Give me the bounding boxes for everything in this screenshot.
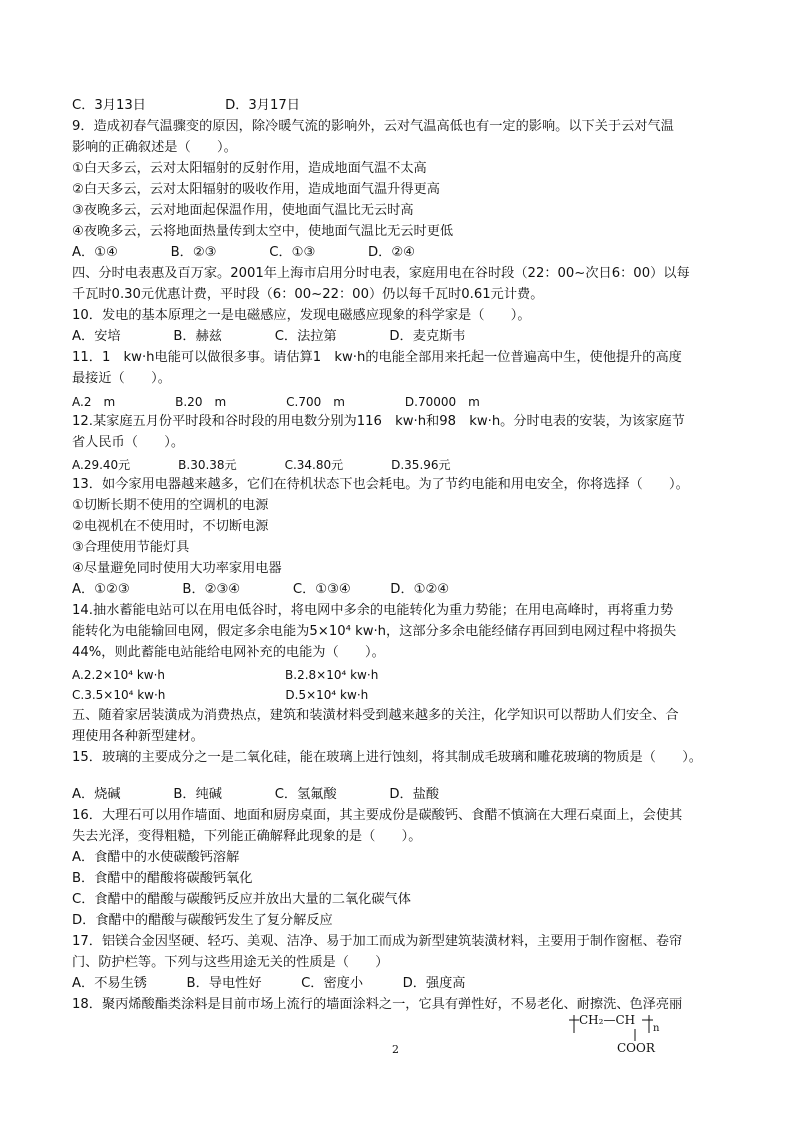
q9-stem-2: 影响的正确叙述是（ ）。 [72, 140, 237, 155]
section-5-intro-2: 理使用各种新型建材。 [72, 729, 204, 744]
q12-stem-1: 12.某家庭五月份平时段和谷时段的用电数分别为116 kw·h和98 kw·h。分时电表的安装，为该家庭节 [72, 414, 685, 429]
q10-stem: 10．发电的基本原理之一是电磁感应，发现电磁感应现象的科学家是（ ）。 [72, 308, 531, 323]
q14-options-cd: C.3.5×10⁴ kw·h D.5×10⁴ kw·h [72, 688, 369, 702]
section-4-intro-1: 四、分时电表惠及百万家。2001年上海市启用分时电表，家庭用电在谷时段（22：00~次日6：00）以每 [72, 266, 690, 281]
q13-statement-1: ①切断长期不使用的空调机的电源 [72, 498, 269, 513]
section-5-intro-1: 五、随着家居装潢成为消费热点，建筑和装潢材料受到越来越多的关注，化学知识可以帮助人们安全、合 [72, 708, 679, 723]
q12-stem-2: 省人民币（ ）。 [72, 435, 185, 450]
q13-stem: 13．如今家用电器越来越多，它们在待机状态下也会耗电。为了节约电能和用电安全，你将选择（ ）。 [72, 477, 689, 492]
q9-options: A．①④ B．②③ C．①③ D．②④ [72, 245, 416, 260]
q17-stem-1: 17．铝镁合金因坚硬、轻巧、美观、洁净、易于加工而成为新型建筑装潢材料，主要用于制作窗框、卷帘 [72, 934, 683, 949]
q9-statement-3: ③夜晚多云，云对地面起保温作用，使地面气温比无云时高 [72, 203, 414, 218]
q11-stem-1: 11．1 kw·h电能可以做很多事。请估算1 kw·h的电能全部用来托起一位普遍高中生，使他提升的高度 [72, 350, 682, 365]
q13-statement-2: ②电视机在不使用时，不切断电源 [72, 519, 269, 534]
q15-stem: 15．玻璃的主要成分之一是二氧化硅，能在玻璃上进行蚀刻，将其制成毛玻璃和雕花玻璃的物质是（ ）。 [72, 750, 702, 765]
q16-stem-2: 失去光泽，变得粗糙，下列能正确解释此现象的是（ ）。 [72, 829, 422, 844]
q16-option-d: D．食醋中的醋酸与碳酸钙发生了复分解反应 [72, 913, 333, 928]
q15-options: A．烧碱 B．纯碱 C．氢氟酸 D．盐酸 [72, 787, 440, 802]
q11-options: A.2 m B.20 m C.700 m D.70000 m [72, 395, 480, 409]
q13-statement-4: ④尽量避免同时使用大功率家用电器 [72, 561, 282, 576]
q12-options: A.29.40元 B.30.38元 C.34.80元 D.35.96元 [72, 458, 451, 472]
q9-statement-2: ②白天多云，云对太阳辐射的吸收作用，造成地面气温升得更高 [72, 182, 440, 197]
q14-stem-1: 14.抽水蓄能电站可以在用电低谷时，将电网中多余的电能转化为重力势能；在用电高峰时，再将重力势 [72, 603, 674, 618]
q16-option-c: C．食醋中的醋酸与碳酸钙反应并放出大量的二氧化碳气体 [72, 892, 411, 907]
q14-stem-2: 能转化为电能输回电网，假定多余电能为5×10⁴ kw·h，这部分多余电能经储存再回到电网过程中将损失 [72, 624, 677, 639]
q8-options-cd: C．3月13日 D．3月17日 [72, 98, 300, 113]
formula-subscript-n: n [653, 1023, 660, 1034]
formula-side-group: COOR [617, 1041, 655, 1055]
q17-stem-2: 门、防护栏等。下列与这些用途无关的性质是（ ） [72, 955, 389, 970]
q17-options: A．不易生锈 B．导电性好 C．密度小 D．强度高 [72, 976, 466, 991]
q14-stem-3: 44%，则此蓄能电站能给电网补充的电能为（ ）。 [72, 645, 385, 660]
q11-stem-2: 最接近（ ）。 [72, 371, 171, 386]
formula-main-chain: CH₂—CH [579, 1013, 636, 1027]
q16-option-a: A．食醋中的水使碳酸钙溶解 [72, 850, 240, 865]
q13-statement-3: ③合理使用节能灯具 [72, 540, 190, 555]
q16-stem-1: 16．大理石可以用作墙面、地面和厨房桌面，其主要成份是碳酸钙、食醋不慎滴在大理石桌面上，会使其 [72, 808, 683, 823]
q9-statement-4: ④夜晚多云，云将地面热量传到太空中，使地面气温比无云时更低 [72, 224, 454, 239]
q14-options-ab: A.2.2×10⁴ kw·h B.2.8×10⁴ kw·h [72, 668, 379, 682]
q10-options: A．安培 B．赫兹 C．法拉第 D．麦克斯韦 [72, 329, 466, 344]
q9-statement-1: ①白天多云，云对太阳辐射的反射作用，造成地面气温不太高 [72, 161, 427, 176]
page-number: 2 [392, 1043, 399, 1056]
polyacrylate-formula [565, 1011, 665, 1061]
q16-option-b: B．食醋中的醋酸将碳酸钙氧化 [72, 871, 253, 886]
q13-options: A．①②③ B．②③④ C．①③④ D．①②④ [72, 582, 450, 597]
section-4-intro-2: 千瓦时0.30元优惠计费，平时段（6：00~22：00）仍以每千瓦时0.61元计费。 [72, 287, 544, 302]
q9-stem-1: 9．造成初春气温骤变的原因，除冷暖气流的影响外，云对气温高低也有一定的影响。以下关于云对气温 [72, 119, 674, 134]
q18-stem-1: 18．聚丙烯酸酯类涂料是目前市场上流行的墙面涂料之一，它具有弹性好，不易老化、耐擦洗、色泽亮丽 [72, 997, 683, 1012]
